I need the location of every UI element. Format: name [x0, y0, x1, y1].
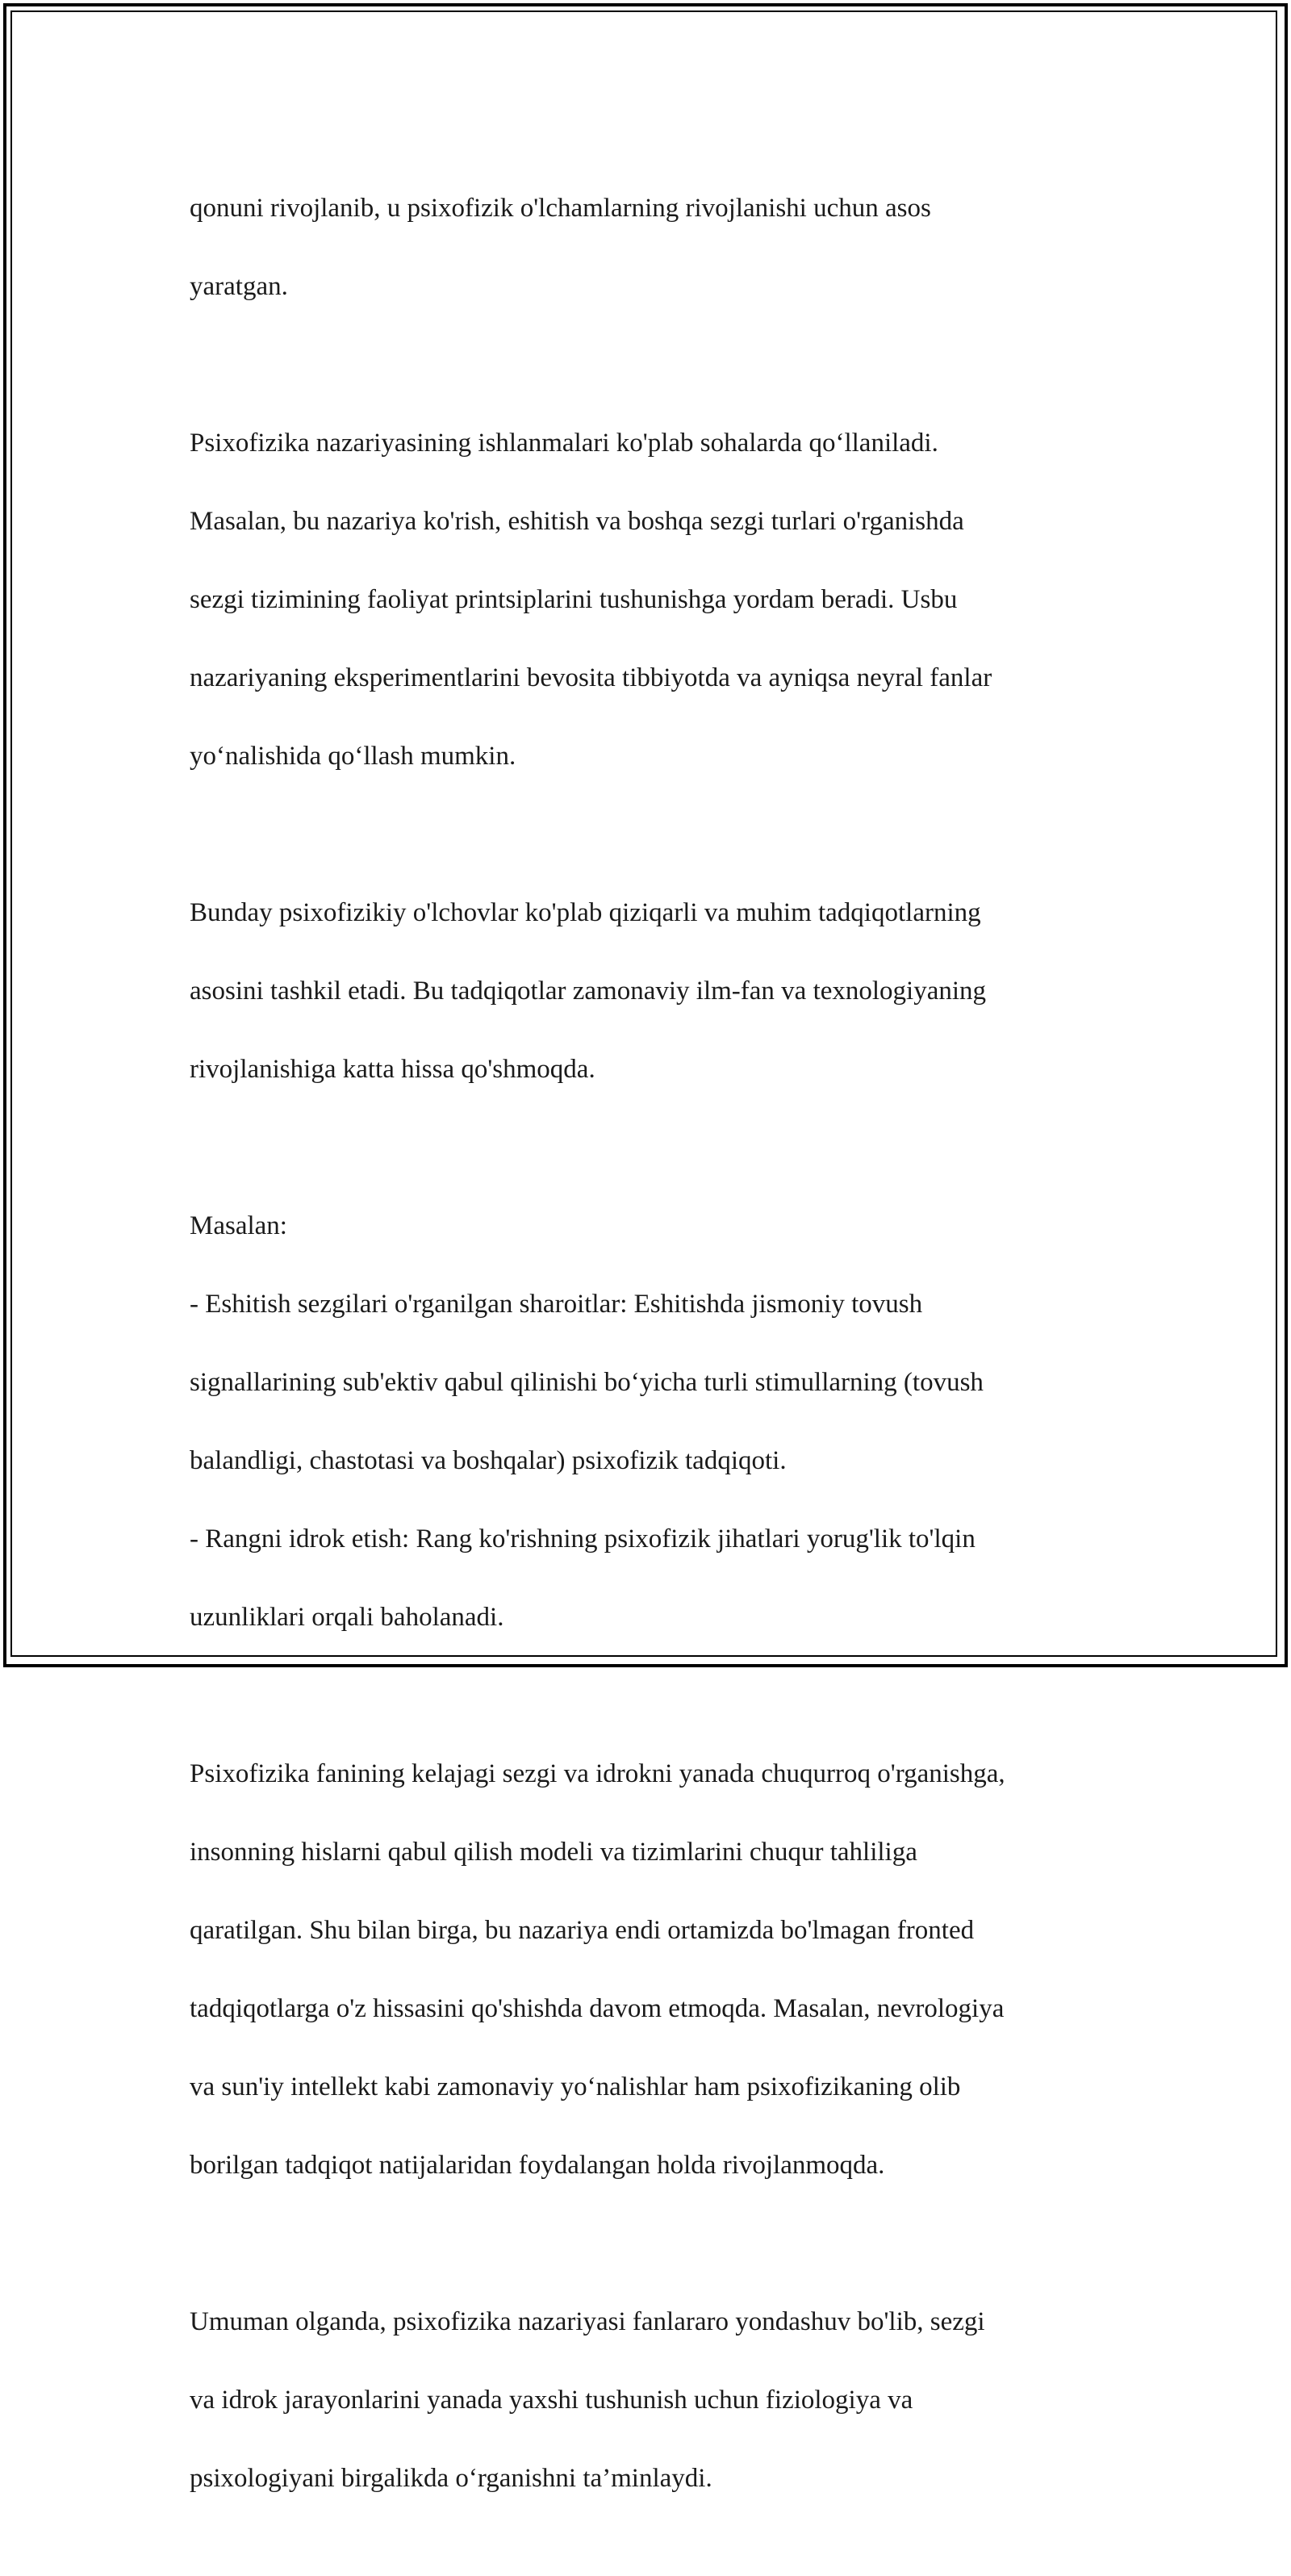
text-line: va idrok jarayonlarini yanada yaxshi tushunish uchun fiziologiya va — [190, 2385, 913, 2415]
text-line: Psixofizika nazariyasining ishlanmalari ko'plab sohalarda qo‘llaniladi. — [190, 428, 938, 458]
text-line: yaratgan. — [190, 271, 288, 301]
text-line: tadqiqotlarga o'z hissasini qo'shishda davom etmoqda. Masalan, nevrologiya — [190, 1993, 1005, 2023]
paragraph-2 — [190, 384, 1126, 815]
text-line: - Rangni idrok etish: Rang ko'rishning psixofizik jihatlari yorug'lik to'lqin — [190, 1524, 976, 1554]
paragraph-5 — [190, 1715, 1126, 2224]
text-line: borilgan tadqiqot natijalaridan foydalangan holda rivojlanmoqda. — [190, 2150, 885, 2180]
text-line: yo‘nalishida qo‘llash mumkin. — [190, 741, 516, 771]
text-line: balandligi, chastotasi va boshqalar) psixofizik tadqiqoti. — [190, 1445, 787, 1475]
text-line: signallarining sub'ektiv qabul qilinishi bo‘yicha turli stimullarning (tovush — [190, 1367, 984, 1397]
paragraph-6 — [190, 2263, 1126, 2537]
text-line: uzunliklari orqali baholanadi. — [190, 1602, 504, 1632]
text-line: asosini tashkil etadi. Bu tadqiqotlar zamonaviy ilm-fan va texnologiyaning — [190, 976, 987, 1006]
text-line: qaratilgan. Shu bilan birga, bu nazariya endi ortamizda bo'lmagan fronted — [190, 1915, 975, 1945]
text-line: rivojlanishiga katta hissa qo'shmoqda. — [190, 1054, 595, 1084]
text-line: Masalan, bu nazariya ko'rish, eshitish va boshqa sezgi turlari o'rganishda — [190, 506, 964, 536]
text-line: - Eshitish sezgilari o'rganilgan sharoitlar: Eshitishda jismoniy tovush — [190, 1289, 923, 1319]
text-line: sezgi tizimining faoliyat printsiplarini tushunishga yordam beradi. Usbu — [190, 584, 958, 614]
text-line: nazariyaning eksperimentlarini bevosita tibbiyotda va ayniqsa neyral fanlar — [190, 663, 992, 692]
text-line: Masalan: — [190, 1211, 287, 1240]
text-line: psixologiyani birgalikda o‘rganishni ta’minlaydi. — [190, 2463, 712, 2493]
text-line: Umuman olganda, psixofizika nazariyasi fanlararo yondashuv bo'lib, sezgi — [190, 2306, 985, 2336]
document-body — [190, 149, 1126, 2576]
text-line: Bunday psixofizikiy o'lchovlar ko'plab qiziqarli va muhim tadqiqotlarning — [190, 897, 981, 927]
paragraph-1 — [190, 149, 1126, 345]
paragraph-4 — [190, 1167, 1126, 1676]
paragraph-3 — [190, 854, 1126, 1128]
text-line: insonning hislarni qabul qilish modeli va tizimlarini chuqur tahliliga — [190, 1837, 917, 1867]
text-line: qonuni rivojlanib, u psixofizik o'lchamlarning rivojlanishi uchun asos — [190, 193, 931, 223]
text-line: va sun'iy intellekt kabi zamonaviy yo‘nalishlar ham psixofizikaning olib — [190, 2072, 961, 2101]
text-line: Psixofizika fanining kelajagi sezgi va idrokni yanada chuqurroq o'rganishga, — [190, 1758, 1005, 1788]
